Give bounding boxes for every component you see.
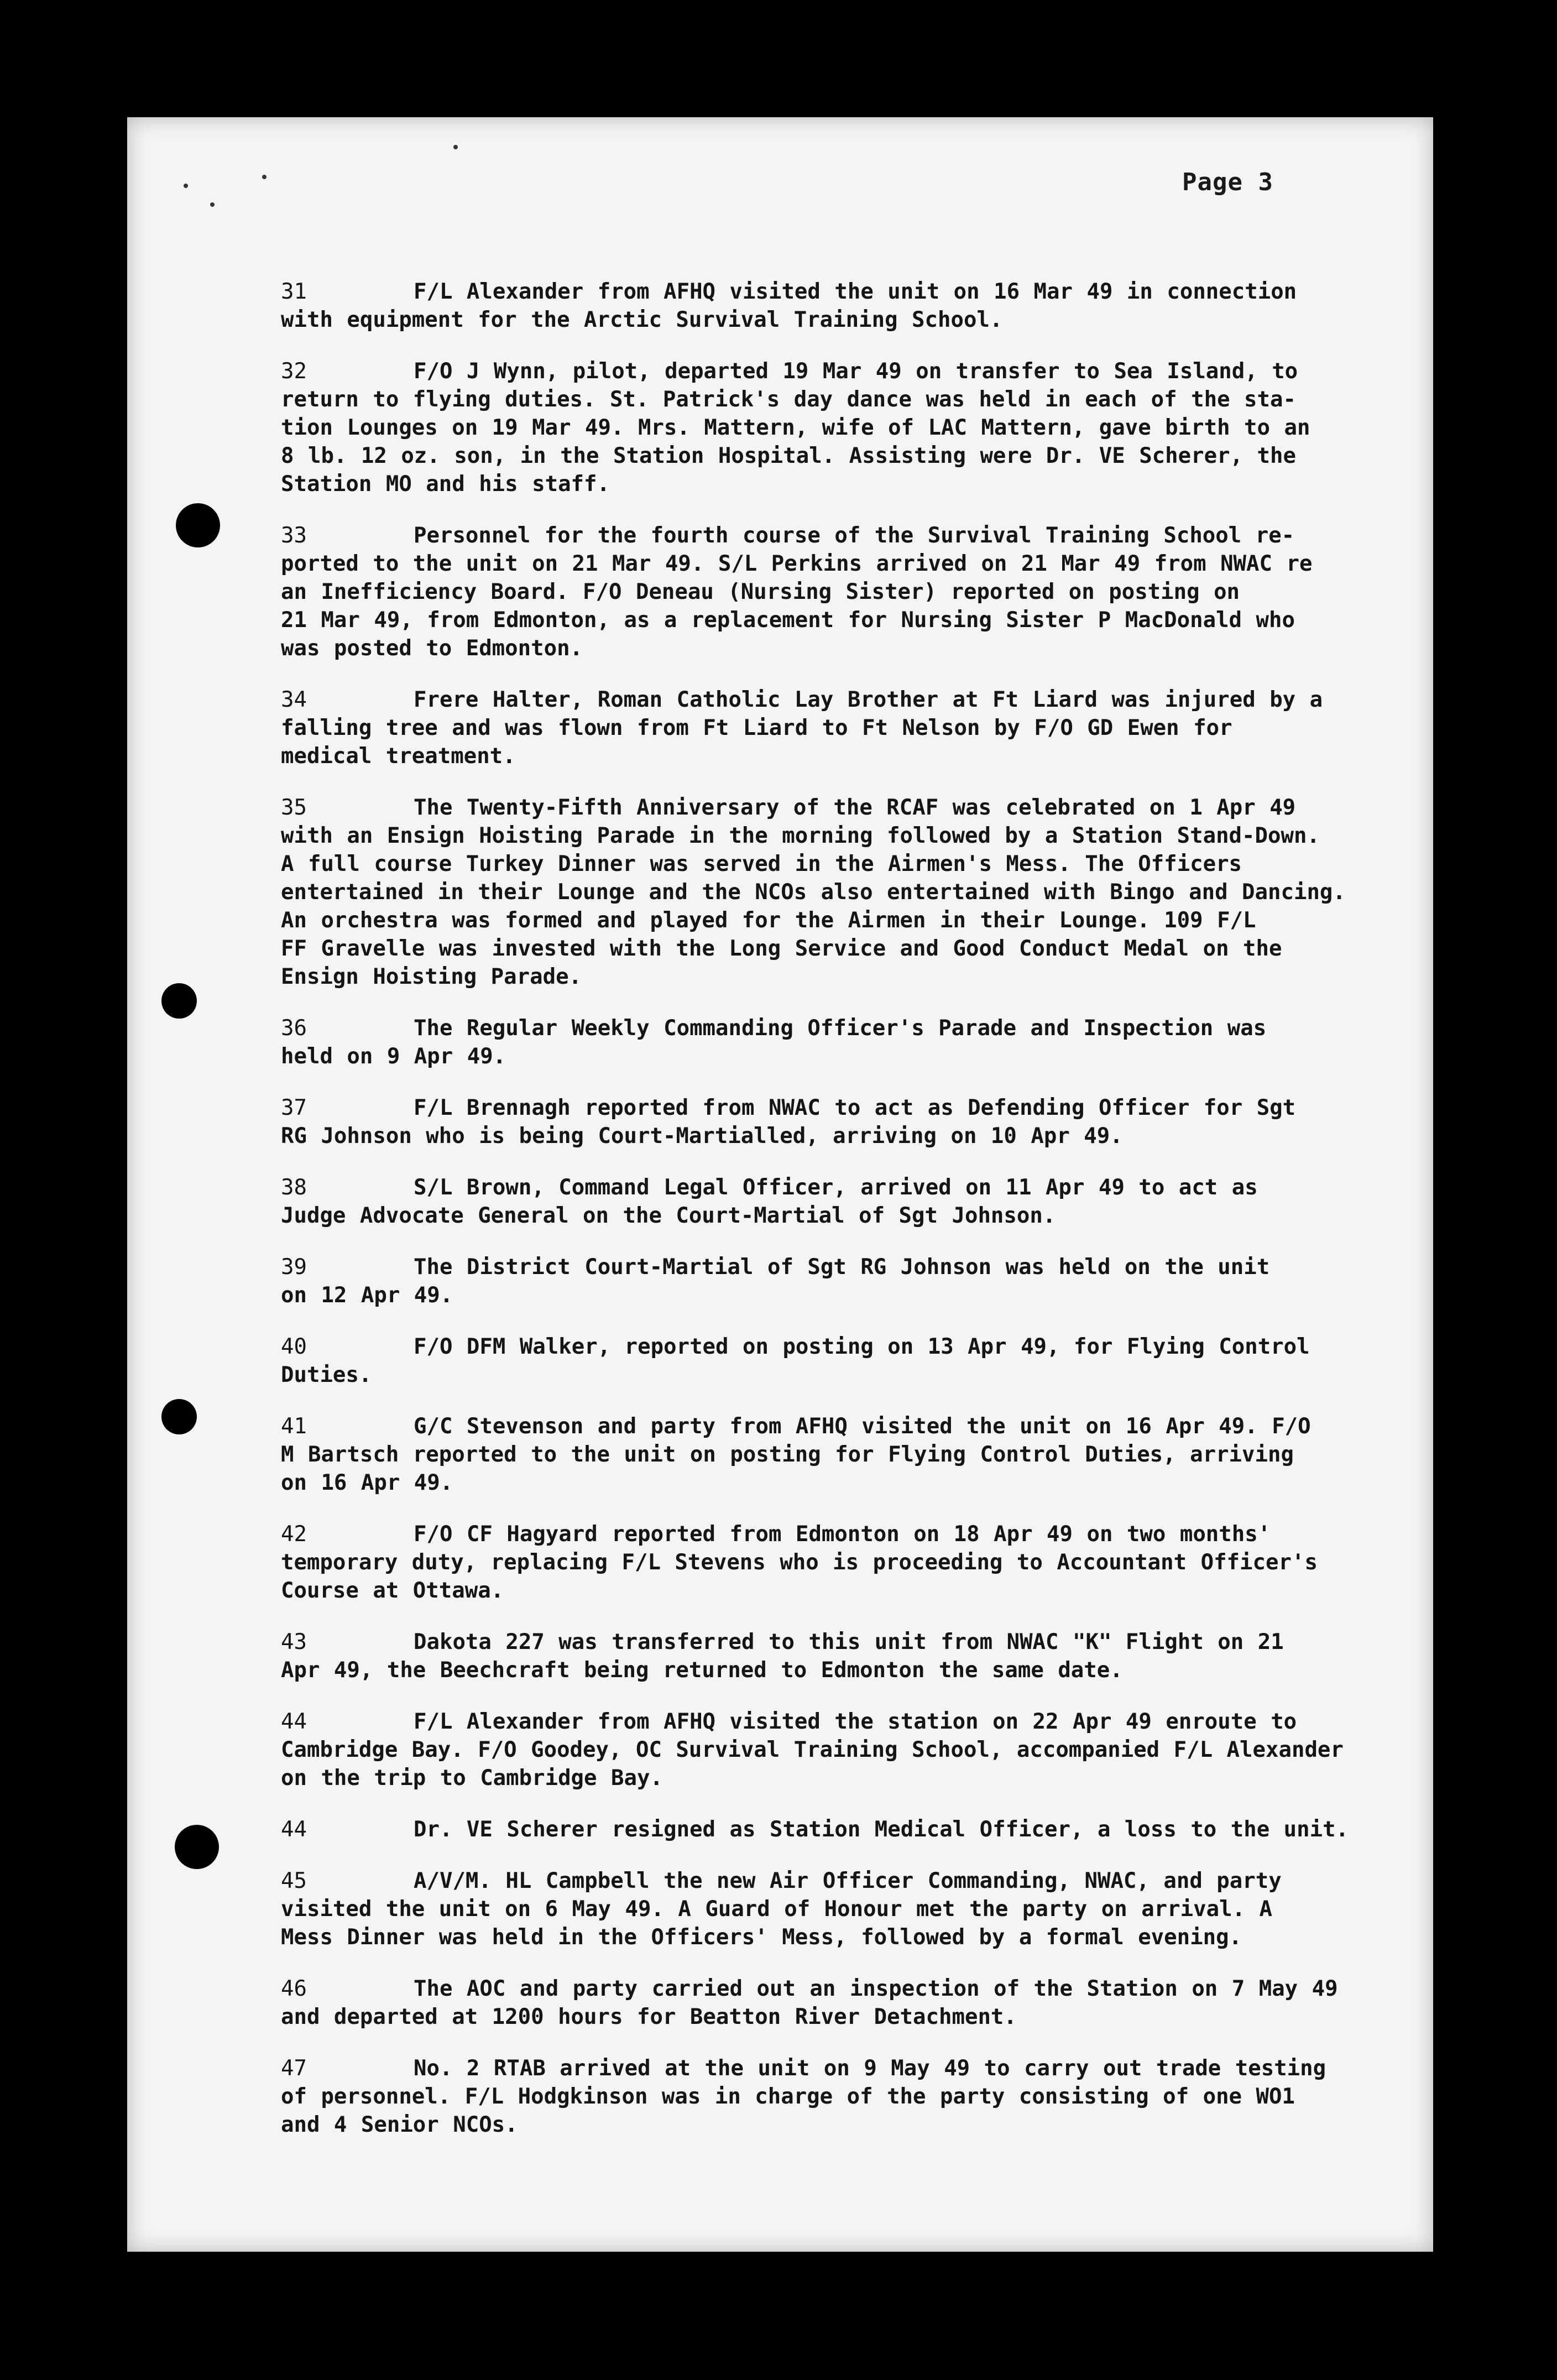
entry-number: 44 bbox=[281, 1817, 307, 1842]
entry-number: 38 bbox=[281, 1175, 307, 1200]
entry-line bbox=[281, 1202, 1425, 1230]
entry-text: on 12 Apr 49. bbox=[281, 1283, 453, 1308]
entry-text: return to flying duties. St. Patrick's day dance was held in each of the sta- bbox=[281, 387, 1296, 412]
entry-text: Apr 49, the Beechcraft being returned to Edmonton the same date. bbox=[281, 1658, 1123, 1683]
entry-text: RG Johnson who is being Court-Martialled, arriving on 10 Apr 49. bbox=[281, 1124, 1123, 1149]
entry-text: on 16 Apr 49. bbox=[281, 1470, 453, 1495]
diary-entry bbox=[281, 794, 1425, 991]
entry-text: held on 9 Apr 49. bbox=[281, 1044, 506, 1069]
diary-entry bbox=[281, 1975, 1425, 2031]
punch-hole-3 bbox=[161, 1399, 197, 1434]
entry-number: 40 bbox=[281, 1334, 307, 1359]
entry-line bbox=[281, 470, 1425, 498]
entry-line bbox=[281, 1577, 1425, 1605]
entry-line bbox=[281, 414, 1425, 442]
entry-line bbox=[281, 878, 1425, 906]
entry-text: F/O CF Hagyard reported from Edmonton on 18 Apr 49 on two months' bbox=[414, 1522, 1271, 1547]
diary-entry bbox=[281, 1815, 1425, 1844]
entry-line bbox=[281, 1014, 1425, 1042]
entry-line bbox=[281, 1412, 1425, 1440]
entry-text: Course at Ottawa. bbox=[281, 1578, 504, 1603]
entry-line bbox=[281, 578, 1425, 606]
diary-entry bbox=[281, 1867, 1425, 1951]
entry-text: F/L Alexander from AFHQ visited the unit on 16 Mar 49 in connection bbox=[414, 279, 1297, 304]
speck-3 bbox=[262, 175, 267, 179]
entry-text: visited the unit on 6 May 49. A Guard of Honour met the party on arrival. A bbox=[281, 1897, 1272, 1922]
entry-line bbox=[281, 1895, 1425, 1923]
punch-hole-1 bbox=[176, 503, 220, 547]
entry-text: Ensign Hoisting Parade. bbox=[281, 964, 582, 989]
entry-line bbox=[281, 1923, 1425, 1951]
entry-line bbox=[281, 385, 1425, 414]
diary-entry bbox=[281, 1708, 1425, 1792]
diary-entry bbox=[281, 1520, 1425, 1605]
entry-text: entertained in their Lounge and the NCOs also entertained with Bingo and Dancing. bbox=[281, 880, 1346, 905]
entry-number: 32 bbox=[281, 359, 307, 384]
entry-text: F/L Alexander from AFHQ visited the station on 22 Apr 49 enroute to bbox=[414, 1709, 1297, 1734]
entry-line bbox=[281, 278, 1425, 306]
entry-text: The Regular Weekly Commanding Officer's Parade and Inspection was bbox=[414, 1016, 1267, 1041]
entry-line bbox=[281, 1656, 1425, 1684]
entry-number: 37 bbox=[281, 1095, 307, 1120]
entry-number: 47 bbox=[281, 2056, 307, 2081]
speck-2 bbox=[210, 202, 215, 207]
entry-text: Personnel for the fourth course of the Survival Training School re- bbox=[414, 523, 1295, 548]
punch-hole-2 bbox=[161, 983, 197, 1019]
diary-entry bbox=[281, 2054, 1425, 2139]
diary-entry bbox=[281, 1014, 1425, 1071]
entry-line bbox=[281, 1173, 1425, 1202]
entry-line bbox=[281, 742, 1425, 770]
diary-entry bbox=[281, 1094, 1425, 1150]
entry-text: with equipment for the Arctic Survival Training School. bbox=[281, 307, 1003, 332]
entry-line bbox=[281, 1764, 1425, 1792]
entry-line bbox=[281, 521, 1425, 550]
entry-line bbox=[281, 1736, 1425, 1764]
entry-line bbox=[281, 1867, 1425, 1895]
punch-hole-4 bbox=[175, 1825, 219, 1869]
diary-entries bbox=[281, 254, 1425, 2139]
entry-line bbox=[281, 906, 1425, 935]
entry-text: 8 lb. 12 oz. son, in the Station Hospital. Assisting were Dr. VE Scherer, the bbox=[281, 443, 1296, 468]
speck-1 bbox=[184, 184, 188, 188]
diary-entry bbox=[281, 1173, 1425, 1230]
entry-text: G/C Stevenson and party from AFHQ visited the unit on 16 Apr 49. F/O bbox=[414, 1414, 1311, 1439]
page-number: Page 3 bbox=[1182, 168, 1273, 196]
entry-text: A full course Turkey Dinner was served in the Airmen's Mess. The Officers bbox=[281, 852, 1242, 876]
entry-text: Mess Dinner was held in the Officers' Mess, followed by a formal evening. bbox=[281, 1925, 1242, 1950]
entry-text: A/V/M. HL Campbell the new Air Officer Commanding, NWAC, and party bbox=[414, 1868, 1282, 1893]
speck-4 bbox=[453, 145, 458, 149]
entry-line bbox=[281, 963, 1425, 991]
entry-text: temporary duty, replacing F/L Stevens who is proceeding to Accountant Officer's bbox=[281, 1550, 1318, 1575]
diary-entry bbox=[281, 1628, 1425, 1684]
entry-text: tion Lounges on 19 Mar 49. Mrs. Mattern, wife of LAC Mattern, gave birth to an bbox=[281, 415, 1310, 440]
entry-text: The AOC and party carried out an inspection of the Station on 7 May 49 bbox=[414, 1976, 1338, 2001]
entry-line bbox=[281, 1628, 1425, 1656]
entry-line bbox=[281, 714, 1425, 742]
entry-text: The Twenty-Fifth Anniversary of the RCAF was celebrated on 1 Apr 49 bbox=[414, 795, 1296, 820]
entry-text: M Bartsch reported to the unit on posting for Flying Control Duties, arriving bbox=[281, 1442, 1294, 1467]
entry-number: 39 bbox=[281, 1255, 307, 1280]
entry-line bbox=[281, 1548, 1425, 1577]
entry-text: No. 2 RTAB arrived at the unit on 9 May 49 to carry out trade testing bbox=[414, 2056, 1326, 2081]
entry-number: 46 bbox=[281, 1976, 307, 2001]
entry-line bbox=[281, 357, 1425, 385]
entry-number: 31 bbox=[281, 279, 307, 304]
entry-line bbox=[281, 2003, 1425, 2031]
entry-number: 43 bbox=[281, 1630, 307, 1654]
entry-line bbox=[281, 1361, 1425, 1389]
entry-text: Duties. bbox=[281, 1363, 372, 1387]
diary-entry bbox=[281, 686, 1425, 770]
entry-line bbox=[281, 306, 1425, 334]
entry-line bbox=[281, 2111, 1425, 2139]
entry-line bbox=[281, 442, 1425, 470]
entry-text: was posted to Edmonton. bbox=[281, 636, 583, 661]
entry-line bbox=[281, 1975, 1425, 2003]
entry-line bbox=[281, 1469, 1425, 1497]
entry-line bbox=[281, 1440, 1425, 1469]
diary-entry bbox=[281, 1253, 1425, 1309]
entry-text: An orchestra was formed and played for the Airmen in their Lounge. 109 F/L bbox=[281, 908, 1256, 933]
entry-line bbox=[281, 2054, 1425, 2082]
entry-number: 42 bbox=[281, 1522, 307, 1547]
entry-text: and departed at 1200 hours for Beatton River Detachment. bbox=[281, 2005, 1017, 2029]
entry-text: of personnel. F/L Hodgkinson was in charge of the party consisting of one WO1 bbox=[281, 2084, 1295, 2109]
entry-text: S/L Brown, Command Legal Officer, arrived on 11 Apr 49 to act as bbox=[414, 1175, 1258, 1200]
diary-entry bbox=[281, 278, 1425, 334]
entry-number: 35 bbox=[281, 795, 307, 820]
entry-text: on the trip to Cambridge Bay. bbox=[281, 1766, 663, 1791]
entry-line bbox=[281, 1253, 1425, 1281]
entry-line bbox=[281, 550, 1425, 578]
entry-line bbox=[281, 794, 1425, 822]
entry-text: Dr. VE Scherer resigned as Station Medical Officer, a loss to the unit. bbox=[414, 1817, 1349, 1842]
entry-text: F/O DFM Walker, reported on posting on 13 Apr 49, for Flying Control bbox=[414, 1334, 1310, 1359]
entry-text: F/L Brennagh reported from NWAC to act as Defending Officer for Sgt bbox=[414, 1095, 1296, 1120]
entry-text: and 4 Senior NCOs. bbox=[281, 2112, 518, 2137]
entry-text: Frere Halter, Roman Catholic Lay Brother at Ft Liard was injured by a bbox=[414, 687, 1323, 712]
entry-text: falling tree and was flown from Ft Liard to Ft Nelson by F/O GD Ewen for bbox=[281, 716, 1232, 740]
diary-entry bbox=[281, 1333, 1425, 1389]
entry-text: FF Gravelle was invested with the Long Service and Good Conduct Medal on the bbox=[281, 936, 1282, 961]
entry-text: F/O J Wynn, pilot, departed 19 Mar 49 on transfer to Sea Island, to bbox=[414, 359, 1298, 384]
entry-text: Station MO and his staff. bbox=[281, 472, 610, 497]
entry-number: 33 bbox=[281, 523, 307, 548]
entry-line bbox=[281, 1708, 1425, 1736]
diary-entry bbox=[281, 521, 1425, 662]
entry-line bbox=[281, 686, 1425, 714]
entry-line bbox=[281, 1122, 1425, 1150]
entry-number: 36 bbox=[281, 1016, 307, 1041]
entry-text: an Inefficiency Board. F/O Deneau (Nursing Sister) reported on posting on bbox=[281, 580, 1240, 604]
entry-line bbox=[281, 606, 1425, 634]
entry-number: 34 bbox=[281, 687, 307, 712]
entry-line bbox=[281, 2082, 1425, 2111]
entry-line bbox=[281, 822, 1425, 850]
entry-text: Judge Advocate General on the Court-Martial of Sgt Johnson. bbox=[281, 1203, 1056, 1228]
entry-line bbox=[281, 1520, 1425, 1548]
entry-text: Dakota 227 was transferred to this unit from NWAC "K" Flight on 21 bbox=[414, 1630, 1284, 1654]
entry-line bbox=[281, 634, 1425, 662]
entry-line bbox=[281, 1281, 1425, 1309]
diary-entry bbox=[281, 357, 1425, 498]
entry-text: Cambridge Bay. F/O Goodey, OC Survival Training School, accompanied F/L Alexander bbox=[281, 1737, 1344, 1762]
entry-line bbox=[281, 1094, 1425, 1122]
entry-text: with an Ensign Hoisting Parade in the morning followed by a Station Stand-Down. bbox=[281, 823, 1320, 848]
entry-line bbox=[281, 850, 1425, 878]
entry-number: 45 bbox=[281, 1868, 307, 1893]
entry-number: 41 bbox=[281, 1414, 307, 1439]
entry-text: medical treatment. bbox=[281, 744, 516, 769]
entry-line bbox=[281, 935, 1425, 963]
diary-entry bbox=[281, 1412, 1425, 1497]
entry-line bbox=[281, 1042, 1425, 1071]
entry-text: ported to the unit on 21 Mar 49. S/L Perkins arrived on 21 Mar 49 from NWAC re bbox=[281, 551, 1313, 576]
entry-line bbox=[281, 1333, 1425, 1361]
entry-number: 44 bbox=[281, 1709, 307, 1734]
entry-text: 21 Mar 49, from Edmonton, as a replacement for Nursing Sister P MacDonald who bbox=[281, 608, 1295, 633]
entry-text: The District Court-Martial of Sgt RG Johnson was held on the unit bbox=[414, 1255, 1270, 1280]
entry-line bbox=[281, 1815, 1425, 1844]
